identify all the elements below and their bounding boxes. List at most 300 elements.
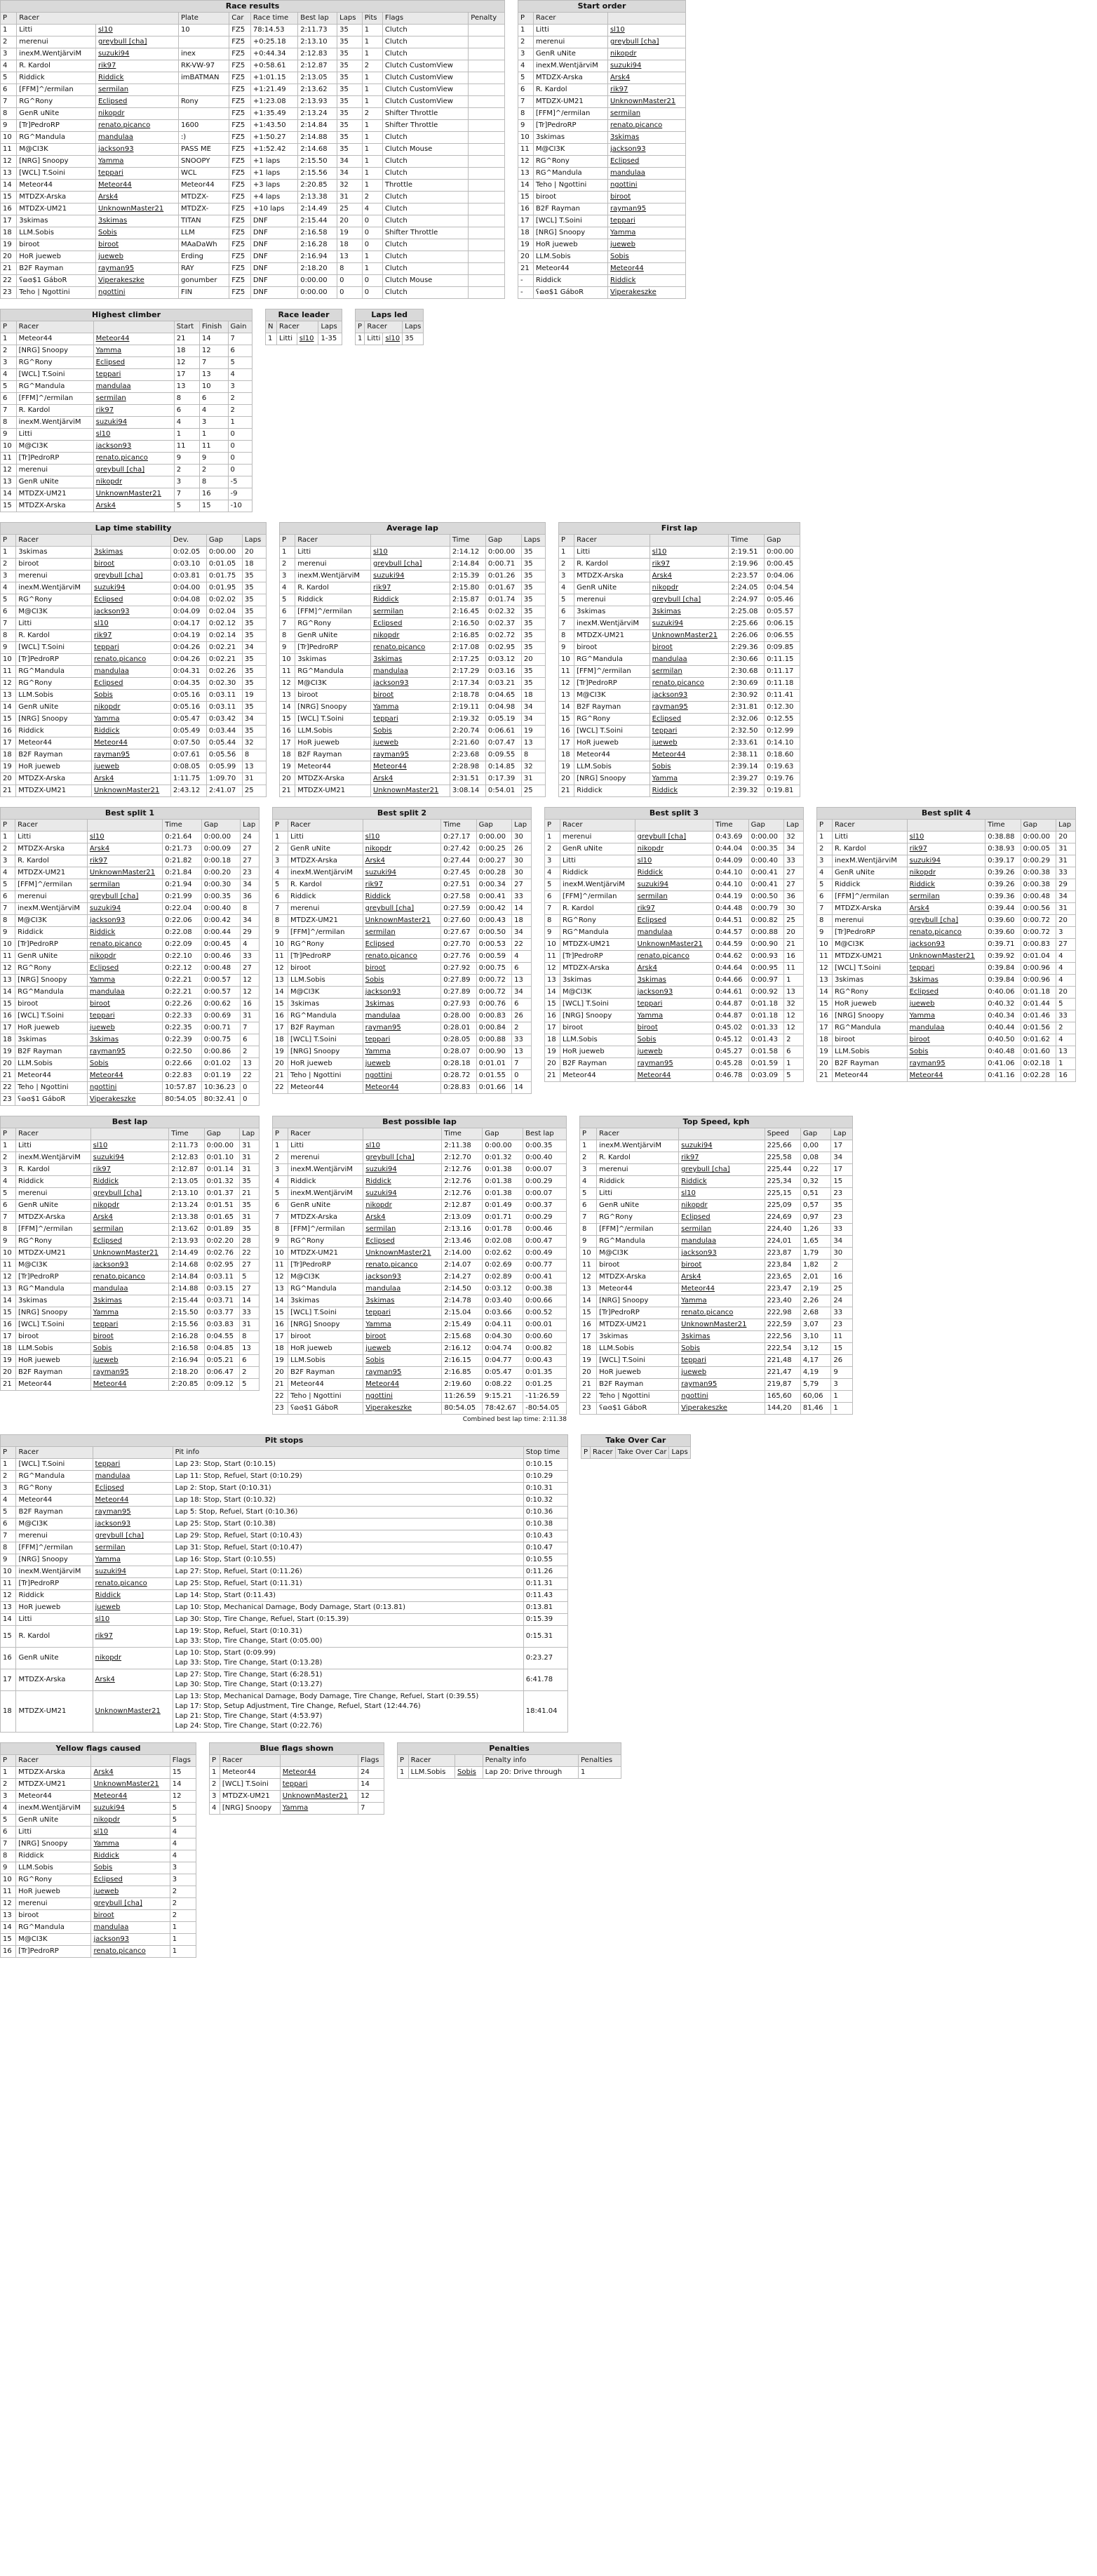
user-link[interactable]: Arsk4 — [650, 570, 729, 582]
user-link[interactable]: Sobis — [679, 1343, 765, 1355]
user-link[interactable]: 3skimas — [635, 975, 713, 987]
user-link[interactable]: nikopdr — [87, 951, 162, 963]
user-link[interactable]: Yamma — [907, 1010, 985, 1022]
user-link[interactable]: rayman95 — [650, 702, 729, 714]
user-link[interactable]: sl10 — [297, 333, 318, 345]
user-link[interactable]: sl10 — [363, 832, 441, 843]
user-link[interactable]: nikopdr — [907, 867, 985, 879]
user-link[interactable]: Meteor44 — [363, 1082, 441, 1094]
user-link[interactable]: Eclipsed — [93, 1483, 173, 1495]
user-link[interactable]: nikopdr — [93, 476, 174, 488]
user-link[interactable]: Riddick — [607, 275, 685, 287]
user-link[interactable]: rik97 — [607, 84, 685, 96]
user-link[interactable]: rayman95 — [371, 749, 450, 761]
user-link[interactable]: teppari — [90, 1319, 169, 1331]
user-link[interactable]: Arsk4 — [363, 1212, 442, 1224]
user-link[interactable]: rik97 — [95, 60, 178, 72]
user-link[interactable]: sl10 — [635, 855, 713, 867]
user-link[interactable]: rayman95 — [87, 1046, 162, 1058]
user-link[interactable]: Yamma — [371, 702, 450, 714]
user-link[interactable]: sermilan — [607, 108, 685, 120]
user-link[interactable]: mandulaa — [679, 1236, 765, 1248]
user-link[interactable]: sl10 — [371, 547, 450, 559]
user-link[interactable]: biroot — [363, 963, 441, 975]
user-link[interactable]: Yamma — [363, 1319, 442, 1331]
user-link[interactable]: Eclipsed — [679, 1212, 765, 1224]
user-link[interactable]: suzuki94 — [90, 1152, 169, 1164]
user-link[interactable]: Meteor44 — [90, 1379, 169, 1391]
user-link[interactable]: Riddick — [679, 1176, 765, 1188]
user-link[interactable]: nikopdr — [91, 1815, 170, 1827]
user-link[interactable]: jackson93 — [93, 1519, 173, 1530]
user-link[interactable]: Riddick — [635, 867, 713, 879]
user-link[interactable]: nikopdr — [363, 1200, 442, 1212]
user-link[interactable]: 3skimas — [90, 1295, 169, 1307]
user-link[interactable]: rayman95 — [907, 1058, 985, 1070]
user-link[interactable]: sermilan — [371, 606, 450, 618]
user-link[interactable]: mandulaa — [93, 1471, 173, 1483]
user-link[interactable]: Yamma — [95, 156, 178, 168]
user-link[interactable]: suzuki94 — [93, 417, 174, 429]
user-link[interactable]: biroot — [907, 1034, 985, 1046]
user-link[interactable]: suzuki94 — [93, 1566, 173, 1578]
user-link[interactable]: Riddick — [363, 1176, 442, 1188]
user-link[interactable]: UnknownMaster21 — [650, 630, 729, 642]
user-link[interactable]: jackson93 — [635, 987, 713, 999]
user-link[interactable]: jackson93 — [679, 1248, 765, 1260]
user-link[interactable]: sermilan — [93, 1542, 173, 1554]
user-link[interactable]: sl10 — [95, 25, 178, 36]
user-link[interactable]: Eclipsed — [92, 594, 171, 606]
user-link[interactable]: renato.picanco — [93, 1578, 173, 1590]
user-link[interactable]: Arsk4 — [363, 855, 441, 867]
user-link[interactable]: renato.picanco — [607, 120, 685, 132]
user-link[interactable]: UnknownMaster21 — [92, 785, 171, 797]
user-link[interactable]: Eclipsed — [95, 96, 178, 108]
user-link[interactable]: greybull [cha] — [635, 832, 713, 843]
user-link[interactable]: rik97 — [907, 843, 985, 855]
user-link[interactable]: sl10 — [607, 25, 685, 36]
user-link[interactable]: renato.picanco — [363, 1260, 442, 1272]
user-link[interactable]: 3skimas — [371, 654, 450, 666]
user-link[interactable]: Meteor44 — [635, 1070, 713, 1082]
user-link[interactable]: Sobis — [650, 761, 729, 773]
user-link[interactable]: Sobis — [607, 251, 685, 263]
user-link[interactable]: rik97 — [371, 582, 450, 594]
user-link[interactable]: Yamma — [90, 1307, 169, 1319]
user-link[interactable]: Arsk4 — [93, 1669, 173, 1691]
user-link[interactable]: greybull [cha] — [607, 36, 685, 48]
user-link[interactable]: teppari — [93, 369, 174, 381]
user-link[interactable]: nikopdr — [93, 1648, 173, 1669]
user-link[interactable]: Yamma — [280, 1803, 358, 1815]
user-link[interactable]: nikopdr — [679, 1200, 765, 1212]
user-link[interactable]: Arsk4 — [907, 903, 985, 915]
user-link[interactable]: suzuki94 — [363, 1164, 442, 1176]
user-link[interactable]: rayman95 — [679, 1379, 765, 1391]
user-link[interactable]: biroot — [90, 1331, 169, 1343]
user-link[interactable]: Arsk4 — [93, 500, 174, 512]
user-link[interactable]: teppari — [907, 963, 985, 975]
user-link[interactable]: Eclipsed — [650, 714, 729, 726]
user-link[interactable]: Riddick — [371, 594, 450, 606]
user-link[interactable]: Eclipsed — [607, 156, 685, 168]
user-link[interactable]: nikopdr — [607, 48, 685, 60]
user-link[interactable]: mandulaa — [87, 987, 162, 999]
user-link[interactable]: jueweb — [607, 239, 685, 251]
user-link[interactable]: suzuki94 — [92, 582, 171, 594]
user-link[interactable]: Meteor44 — [679, 1283, 765, 1295]
user-link[interactable]: jueweb — [635, 1046, 713, 1058]
user-link[interactable]: renato.picanco — [92, 654, 171, 666]
user-link[interactable]: teppari — [650, 726, 729, 738]
user-link[interactable]: greybull [cha] — [91, 1898, 170, 1910]
user-link[interactable]: nikopdr — [95, 108, 178, 120]
user-link[interactable]: UnknownMaster21 — [87, 867, 162, 879]
user-link[interactable]: suzuki94 — [363, 867, 441, 879]
user-link[interactable]: Yamma — [679, 1295, 765, 1307]
user-link[interactable]: sl10 — [90, 1140, 169, 1152]
user-link[interactable]: rayman95 — [92, 749, 171, 761]
user-link[interactable]: Arsk4 — [607, 72, 685, 84]
user-link[interactable]: UnknownMaster21 — [679, 1319, 765, 1331]
user-link[interactable]: mandulaa — [93, 381, 174, 393]
user-link[interactable]: sl10 — [87, 832, 162, 843]
user-link[interactable]: jueweb — [679, 1367, 765, 1379]
user-link[interactable]: ngottini — [607, 180, 685, 192]
user-link[interactable]: Meteor44 — [607, 263, 685, 275]
user-link[interactable]: jackson93 — [93, 441, 174, 453]
user-link[interactable]: rayman95 — [90, 1367, 169, 1379]
user-link[interactable]: Sobis — [363, 1355, 442, 1367]
user-link[interactable]: mandulaa — [363, 1283, 442, 1295]
user-link[interactable]: Sobis — [90, 1343, 169, 1355]
user-link[interactable]: mandulaa — [91, 1922, 170, 1934]
user-link[interactable]: renato.picanco — [650, 678, 729, 690]
user-link[interactable]: biroot — [87, 999, 162, 1010]
user-link[interactable]: rayman95 — [607, 203, 685, 215]
user-link[interactable]: ngottini — [95, 287, 178, 299]
user-link[interactable]: teppari — [363, 1307, 442, 1319]
user-link[interactable]: suzuki94 — [650, 618, 729, 630]
user-link[interactable]: Riddick — [363, 891, 441, 903]
user-link[interactable]: Riddick — [87, 927, 162, 939]
user-link[interactable]: ngottini — [87, 1082, 162, 1094]
user-link[interactable]: suzuki94 — [91, 1803, 170, 1815]
user-link[interactable]: renato.picanco — [87, 939, 162, 951]
user-link[interactable]: suzuki94 — [679, 1140, 765, 1152]
user-link[interactable]: Eclipsed — [87, 963, 162, 975]
user-link[interactable]: Arsk4 — [87, 843, 162, 855]
user-link[interactable]: biroot — [607, 192, 685, 203]
user-link[interactable]: Yamma — [650, 773, 729, 785]
user-link[interactable]: Arsk4 — [90, 1212, 169, 1224]
user-link[interactable]: UnknownMaster21 — [93, 1691, 173, 1733]
user-link[interactable]: ngottini — [679, 1391, 765, 1403]
user-link[interactable]: nikopdr — [90, 1200, 169, 1212]
user-link[interactable]: Sobis — [92, 690, 171, 702]
user-link[interactable]: 3skimas — [92, 547, 171, 559]
user-link[interactable]: greybull [cha] — [371, 559, 450, 570]
user-link[interactable]: greybull [cha] — [87, 891, 162, 903]
user-link[interactable]: greybull [cha] — [90, 1188, 169, 1200]
user-link[interactable]: sermilan — [650, 666, 729, 678]
user-link[interactable]: Meteor44 — [363, 1379, 442, 1391]
user-link[interactable]: biroot — [363, 1331, 442, 1343]
user-link[interactable]: UnknownMaster21 — [91, 1779, 170, 1791]
user-link[interactable]: teppari — [607, 215, 685, 227]
user-link[interactable]: Yamma — [91, 1838, 170, 1850]
user-link[interactable]: ngottini — [363, 1391, 442, 1403]
user-link[interactable]: teppari — [87, 1010, 162, 1022]
user-link[interactable]: rik97 — [90, 1164, 169, 1176]
user-link[interactable]: mandulaa — [90, 1283, 169, 1295]
user-link[interactable]: Sobis — [455, 1767, 483, 1779]
user-link[interactable]: sermilan — [87, 879, 162, 891]
user-link[interactable]: Yamma — [93, 1554, 173, 1566]
user-link[interactable]: Riddick — [95, 72, 178, 84]
user-link[interactable]: jackson93 — [87, 915, 162, 927]
user-link[interactable]: Meteor44 — [95, 180, 178, 192]
user-link[interactable]: sermilan — [363, 927, 441, 939]
user-link[interactable]: jueweb — [92, 761, 171, 773]
user-link[interactable]: 3skimas — [87, 1034, 162, 1046]
user-link[interactable]: suzuki94 — [87, 903, 162, 915]
user-link[interactable]: Meteor44 — [87, 1070, 162, 1082]
user-link[interactable]: Meteor44 — [371, 761, 450, 773]
user-link[interactable]: sermilan — [90, 1224, 169, 1236]
user-link[interactable]: rayman95 — [635, 1058, 713, 1070]
user-link[interactable]: mandulaa — [650, 654, 729, 666]
user-link[interactable]: Sobis — [635, 1034, 713, 1046]
user-link[interactable]: jueweb — [93, 1602, 173, 1614]
user-link[interactable]: rik97 — [363, 879, 441, 891]
user-link[interactable]: mandulaa — [635, 927, 713, 939]
user-link[interactable]: jackson93 — [363, 1272, 442, 1283]
user-link[interactable]: teppari — [635, 999, 713, 1010]
user-link[interactable]: Riddick — [92, 726, 171, 738]
user-link[interactable]: jueweb — [91, 1886, 170, 1898]
user-link[interactable]: biroot — [92, 559, 171, 570]
user-link[interactable]: mandulaa — [95, 132, 178, 144]
user-link[interactable]: Sobis — [371, 726, 450, 738]
user-link[interactable]: Meteor44 — [650, 749, 729, 761]
user-link[interactable]: jackson93 — [91, 1934, 170, 1946]
user-link[interactable]: Sobis — [91, 1862, 170, 1874]
user-link[interactable]: UnknownMaster21 — [363, 915, 441, 927]
user-link[interactable]: renato.picanco — [91, 1946, 170, 1958]
user-link[interactable]: renato.picanco — [90, 1272, 169, 1283]
user-link[interactable]: renato.picanco — [371, 642, 450, 654]
user-link[interactable]: 3skimas — [907, 975, 985, 987]
user-link[interactable]: teppari — [363, 1034, 441, 1046]
user-link[interactable]: Yamma — [87, 975, 162, 987]
user-link[interactable]: jueweb — [95, 251, 178, 263]
user-link[interactable]: 3skimas — [363, 999, 441, 1010]
user-link[interactable]: UnknownMaster21 — [907, 951, 985, 963]
user-link[interactable]: UnknownMaster21 — [93, 488, 174, 500]
user-link[interactable]: Arsk4 — [635, 963, 713, 975]
user-link[interactable]: renato.picanco — [907, 927, 985, 939]
user-link[interactable]: 3skimas — [95, 215, 178, 227]
user-link[interactable]: rayman95 — [95, 263, 178, 275]
user-link[interactable]: Meteor44 — [280, 1767, 358, 1779]
user-link[interactable]: renato.picanco — [93, 453, 174, 465]
user-link[interactable]: mandulaa — [371, 666, 450, 678]
user-link[interactable]: Viperakeszke — [679, 1403, 765, 1415]
user-link[interactable]: jueweb — [371, 738, 450, 749]
user-link[interactable]: Arsk4 — [92, 773, 171, 785]
user-link[interactable]: Yamma — [93, 345, 174, 357]
user-link[interactable]: UnknownMaster21 — [607, 96, 685, 108]
user-link[interactable]: biroot — [679, 1260, 765, 1272]
user-link[interactable]: Meteor44 — [93, 1495, 173, 1507]
user-link[interactable]: greybull [cha] — [679, 1164, 765, 1176]
user-link[interactable]: teppari — [280, 1779, 358, 1791]
user-link[interactable]: Yamma — [635, 1010, 713, 1022]
user-link[interactable]: rayman95 — [363, 1022, 441, 1034]
user-link[interactable]: teppari — [95, 168, 178, 180]
user-link[interactable]: greybull [cha] — [93, 1530, 173, 1542]
user-link[interactable]: biroot — [650, 642, 729, 654]
user-link[interactable]: UnknownMaster21 — [363, 1248, 442, 1260]
user-link[interactable]: sermilan — [95, 84, 178, 96]
user-link[interactable]: Eclipsed — [93, 357, 174, 369]
user-link[interactable]: Eclipsed — [635, 915, 713, 927]
user-link[interactable]: Eclipsed — [907, 987, 985, 999]
user-link[interactable]: sl10 — [907, 832, 985, 843]
user-link[interactable]: nikopdr — [635, 843, 713, 855]
user-link[interactable]: jackson93 — [363, 987, 441, 999]
user-link[interactable]: greybull [cha] — [363, 1152, 442, 1164]
user-link[interactable]: Arsk4 — [95, 192, 178, 203]
user-link[interactable]: teppari — [371, 714, 450, 726]
user-link[interactable]: Viperakeszke — [607, 287, 685, 299]
user-link[interactable]: Sobis — [87, 1058, 162, 1070]
user-link[interactable]: sl10 — [650, 547, 729, 559]
user-link[interactable]: Sobis — [95, 227, 178, 239]
user-link[interactable]: suzuki94 — [95, 48, 178, 60]
user-link[interactable]: mandulaa — [907, 1022, 985, 1034]
user-link[interactable]: rik97 — [650, 559, 729, 570]
user-link[interactable]: renato.picanco — [95, 120, 178, 132]
user-link[interactable]: jackson93 — [607, 144, 685, 156]
user-link[interactable]: Meteor44 — [93, 333, 174, 345]
user-link[interactable]: 3skimas — [607, 132, 685, 144]
user-link[interactable]: Riddick — [90, 1176, 169, 1188]
user-link[interactable]: Viperakeszke — [363, 1403, 442, 1415]
user-link[interactable]: rayman95 — [93, 1507, 173, 1519]
user-link[interactable]: sl10 — [679, 1188, 765, 1200]
user-link[interactable]: nikopdr — [363, 843, 441, 855]
user-link[interactable]: nikopdr — [650, 582, 729, 594]
user-link[interactable]: Eclipsed — [371, 618, 450, 630]
user-link[interactable]: jueweb — [363, 1343, 442, 1355]
user-link[interactable]: jackson93 — [371, 678, 450, 690]
user-link[interactable]: Yamma — [607, 227, 685, 239]
user-link[interactable]: rik97 — [93, 1626, 173, 1648]
user-link[interactable]: rik97 — [635, 903, 713, 915]
user-link[interactable]: sl10 — [92, 618, 171, 630]
user-link[interactable]: Eclipsed — [91, 1874, 170, 1886]
user-link[interactable]: rayman95 — [363, 1367, 442, 1379]
user-link[interactable]: Viperakeszke — [87, 1094, 162, 1106]
user-link[interactable]: jueweb — [650, 738, 729, 749]
user-link[interactable]: biroot — [95, 239, 178, 251]
user-link[interactable]: 3skimas — [679, 1331, 765, 1343]
user-link[interactable]: jackson93 — [650, 690, 729, 702]
user-link[interactable]: UnknownMaster21 — [280, 1791, 358, 1803]
user-link[interactable]: jackson93 — [92, 606, 171, 618]
user-link[interactable]: nikopdr — [92, 702, 171, 714]
user-link[interactable]: greybull [cha] — [95, 36, 178, 48]
user-link[interactable]: greybull [cha] — [93, 465, 174, 476]
user-link[interactable]: ngottini — [363, 1070, 441, 1082]
user-link[interactable]: Sobis — [363, 975, 441, 987]
user-link[interactable]: sermilan — [363, 1224, 442, 1236]
user-link[interactable]: jueweb — [363, 1058, 441, 1070]
user-link[interactable]: Sobis — [907, 1046, 985, 1058]
user-link[interactable]: renato.picanco — [363, 951, 441, 963]
user-link[interactable]: rik97 — [87, 855, 162, 867]
user-link[interactable]: sl10 — [383, 333, 403, 345]
user-link[interactable]: greybull [cha] — [92, 570, 171, 582]
user-link[interactable]: Viperakeszke — [95, 275, 178, 287]
user-link[interactable]: Eclipsed — [90, 1236, 169, 1248]
user-link[interactable]: jueweb — [87, 1022, 162, 1034]
user-link[interactable]: mandulaa — [363, 1010, 441, 1022]
user-link[interactable]: suzuki94 — [363, 1188, 442, 1200]
user-link[interactable]: biroot — [371, 690, 450, 702]
user-link[interactable]: rik97 — [679, 1152, 765, 1164]
user-link[interactable]: mandulaa — [92, 666, 171, 678]
user-link[interactable]: teppari — [93, 1459, 173, 1471]
user-link[interactable]: greybull [cha] — [650, 594, 729, 606]
user-link[interactable]: Meteor44 — [907, 1070, 985, 1082]
user-link[interactable]: renato.picanco — [635, 951, 713, 963]
user-link[interactable]: teppari — [92, 642, 171, 654]
user-link[interactable]: sl10 — [363, 1140, 442, 1152]
user-link[interactable]: teppari — [679, 1355, 765, 1367]
user-link[interactable]: jackson93 — [95, 144, 178, 156]
user-link[interactable]: sl10 — [93, 429, 174, 441]
user-link[interactable]: Riddick — [650, 785, 729, 797]
user-link[interactable]: UnknownMaster21 — [635, 939, 713, 951]
user-link[interactable]: Eclipsed — [363, 1236, 442, 1248]
user-link[interactable]: jueweb — [90, 1355, 169, 1367]
user-link[interactable]: Riddick — [91, 1850, 170, 1862]
user-link[interactable]: biroot — [91, 1910, 170, 1922]
user-link[interactable]: 3skimas — [363, 1295, 442, 1307]
user-link[interactable]: sl10 — [93, 1614, 173, 1626]
user-link[interactable]: mandulaa — [607, 168, 685, 180]
user-link[interactable]: Meteor44 — [91, 1791, 170, 1803]
user-link[interactable]: greybull [cha] — [363, 903, 441, 915]
user-link[interactable]: jackson93 — [90, 1260, 169, 1272]
user-link[interactable]: jackson93 — [907, 939, 985, 951]
user-link[interactable]: suzuki94 — [907, 855, 985, 867]
user-link[interactable]: renato.picanco — [679, 1307, 765, 1319]
user-link[interactable]: Eclipsed — [92, 678, 171, 690]
user-link[interactable]: UnknownMaster21 — [90, 1248, 169, 1260]
user-link[interactable]: Arsk4 — [91, 1767, 170, 1779]
user-link[interactable]: nikopdr — [371, 630, 450, 642]
user-link[interactable]: sermilan — [93, 393, 174, 405]
user-link[interactable]: 3skimas — [650, 606, 729, 618]
user-link[interactable]: suzuki94 — [635, 879, 713, 891]
user-link[interactable]: Riddick — [907, 879, 985, 891]
user-link[interactable]: Meteor44 — [92, 738, 171, 749]
